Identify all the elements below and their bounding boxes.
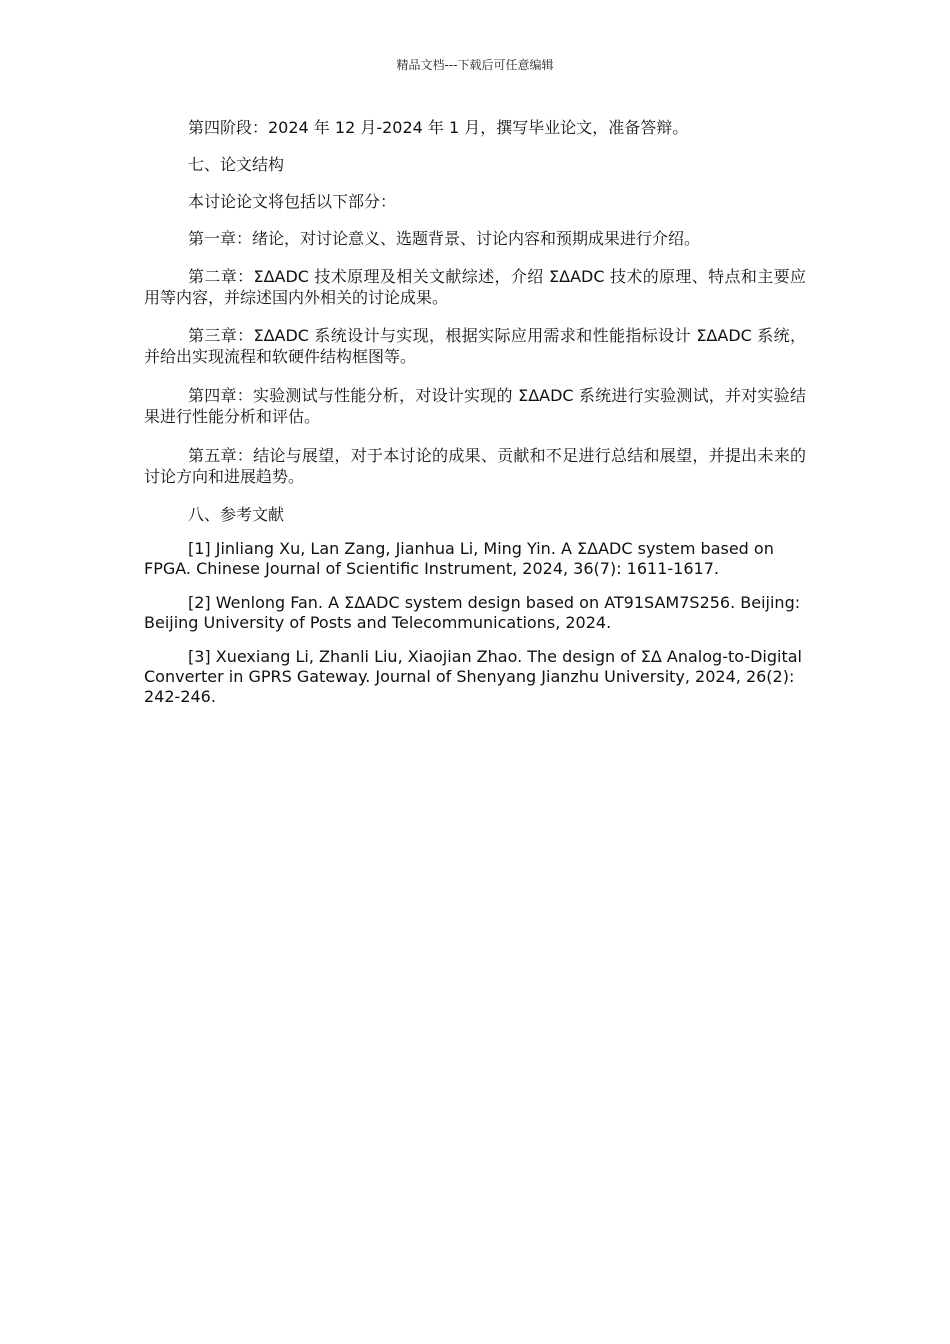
section-heading-thesis-structure: 七、论文结构 bbox=[188, 155, 285, 174]
paragraph-structure-intro: 本讨论论文将包括以下部分： bbox=[188, 192, 397, 211]
reference-item: [3] Xuexiang Li, Zhanli Liu, Xiaojian Zhao. The design of ΣΔ Analog-to-Digital Converter in GPRS Gateway. Journal of Shenyang Jianzhu University, 2024, 26(2): 242-246. bbox=[144, 647, 802, 706]
page-header: 精品文档---下载后可任意编辑 bbox=[396, 58, 554, 72]
paragraph-chapter-three: 第三章：ΣΔADC 系统设计与实现，根据实际应用需求和性能指标设计 ΣΔADC 系统，并给出实现流程和软硬件结构框图等。 bbox=[144, 326, 806, 366]
paragraph-chapter-five: 第五章：结论与展望，对于本讨论的成果、贡献和不足进行总结和展望，并提出未来的讨论方向和进展趋势。 bbox=[144, 446, 806, 486]
reference-item: [2] Wenlong Fan. A ΣΔADC system design based on AT91SAM7S256. Beijing: Beijing University of Posts and Telecommunications, 2024. bbox=[144, 593, 801, 632]
reference-item: [1] Jinliang Xu, Lan Zang, Jianhua Li, Ming Yin. A ΣΔADC system based on FPGA. Chinese Journal of Scientific Instrument, 2024, 36(7): 1611-1617. bbox=[144, 539, 774, 578]
paragraph-chapter-two: 第二章：ΣΔADC 技术原理及相关文献综述，介绍 ΣΔADC 技术的原理、特点和主要应用等内容，并综述国内外相关的讨论成果。 bbox=[144, 267, 806, 307]
paragraph-phase-four: 第四阶段：2024 年 12 月-2024 年 1 月，撰写毕业论文，准备答辩。 bbox=[188, 118, 689, 137]
paragraph-chapter-four: 第四章：实验测试与性能分析，对设计实现的 ΣΔADC 系统进行实验测试，并对实验结果进行性能分析和评估。 bbox=[144, 386, 806, 426]
document-body bbox=[144, 117, 806, 707]
section-heading-references: 八、参考文献 bbox=[188, 505, 285, 524]
paragraph-chapter-one: 第一章：绪论，对讨论意义、选题背景、讨论内容和预期成果进行介绍。 bbox=[188, 229, 701, 248]
